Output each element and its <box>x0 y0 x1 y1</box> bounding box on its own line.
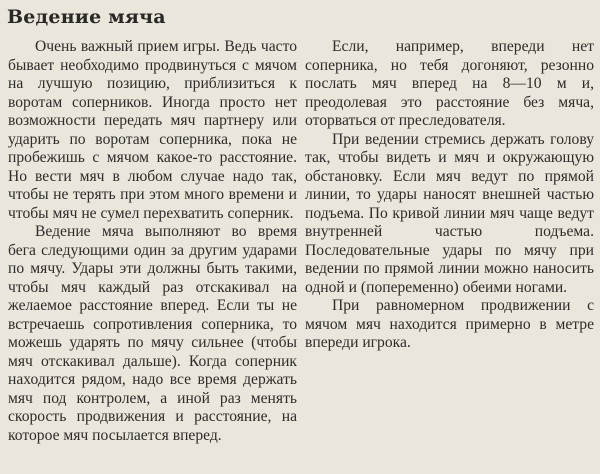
paragraph: Очень важный прием игры. Ведь часто бывает необходимо продвинуться с мячом на лучшую позицию, приблизиться к воротам соперников. Иногда просто нет возможности передать мяч партнеру или ударить по воротам соперника, пока не пробежишь с мячом какое-то расстояние. Но вести мяч в любом случае надо так, чтобы не терять при этом много времени и чтобы мяч не сумел перехватить соперник. <box>8 38 297 222</box>
paragraph: Если, например, впереди нет соперника, но тебя догоняют, резонно послать мяч вперед на 8—10 м и, преодолевая это расстояние без мяча, оторваться от преследователя. <box>305 38 594 129</box>
paragraph: Ведение мяча выполняют во время бега следующими один за другим ударами по мячу. Удары эти должны быть такими, чтобы мяч каждый раз отскакивал на желаемое расстояние вперед. Если ты не встречаешь сопротивления соперника, то можешь ударять по мячу сильнее (чтобы мяч отскакивал дальше). Когда соперник находится рядом, надо все время держать мяч под контролем, а иной раз менять скорость продвижения и расстояние, на которое мяч посылается вперед. <box>8 223 297 444</box>
text-column-right <box>305 38 594 353</box>
paragraph: При равномерном продвижении с мячом мяч находится примерно в метре впереди игрока. <box>305 297 594 351</box>
text-column-left <box>8 38 297 445</box>
paragraph: При ведении стремись держать голову так, чтобы видеть и мяч и окружающую обстановку. Если мяч ведут по прямой линии, то удары наносят внешней частью подъема. По кривой линии мяч чаще ведут внутренней частью подъема. Последовательные удары по мячу при ведении по прямой линии можно наносить одной и (попеременно) обеими ногами. <box>305 130 594 296</box>
page-title: Ведение мяча <box>7 6 166 28</box>
